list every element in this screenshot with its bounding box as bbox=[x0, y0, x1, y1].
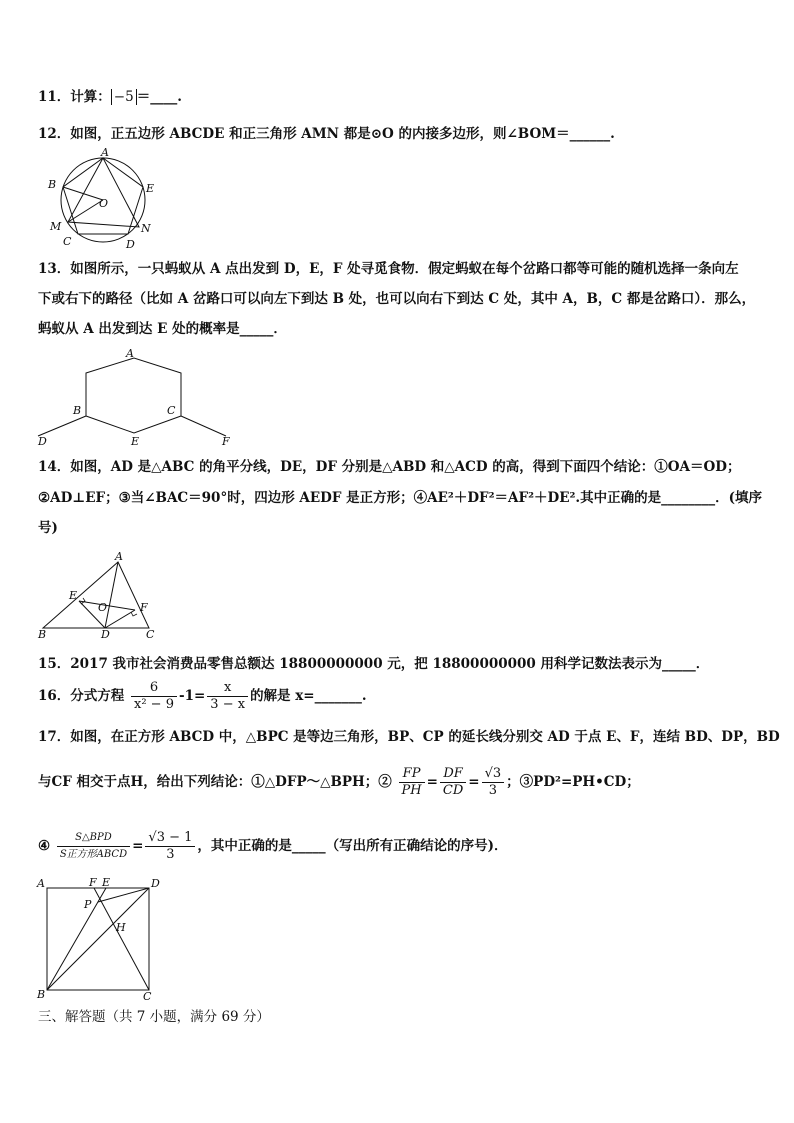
label-n: N bbox=[141, 222, 151, 235]
label-p: P bbox=[84, 898, 92, 911]
question-14-line1: 14．如图，AD 是△ABC 的角平分线，DE，DF 分别是△ABD 和△ACD 的高，得到下面四个结论：①OA＝OD； bbox=[38, 459, 741, 475]
ratio-denominator: 3 bbox=[166, 847, 175, 862]
label-o: O bbox=[98, 601, 108, 614]
q16-prefix: 16．分式方程 bbox=[38, 688, 125, 704]
label-c: C bbox=[146, 628, 155, 641]
q17-figure bbox=[34, 874, 166, 1004]
label-o: O bbox=[99, 197, 109, 210]
label-d: D bbox=[38, 435, 47, 448]
question-11 bbox=[38, 87, 182, 107]
fraction-sqrt3-minus-1-over-3 bbox=[145, 830, 195, 863]
question-17-line3: ④ $\frac{\text{S△BPD}}{\text{S正方形ABCD}}$ = $\frac{√3 - 1}{3}$ ，其中正确的是_____（写出所有正确结论的序号)． bbox=[38, 830, 508, 862]
q17-line3-suffix: ，其中正确的是_____（写出所有正确结论的序号)． bbox=[197, 838, 508, 854]
frac2-denominator: 3 − x bbox=[210, 697, 246, 712]
q14-figure bbox=[34, 550, 164, 642]
q17-line2-suffix: ；③PD²=PH•CD； bbox=[506, 774, 640, 790]
ratio-numerator: √3 − 1 bbox=[145, 830, 195, 847]
q12-figure bbox=[44, 148, 164, 252]
question-13-line3: 蚂蚁从 A 出发到达 E 处的概率是_____． bbox=[38, 321, 287, 337]
fraction-sqrt3-3 bbox=[482, 766, 505, 799]
abs-value-expression: −5 bbox=[111, 89, 137, 105]
label-a: A bbox=[115, 550, 123, 563]
label-e: E bbox=[131, 435, 140, 448]
question-14-line2: ②AD⊥EF；③当∠BAC＝90°时，四边形 AEDF 是正方形；④AE²＋DF²＝AF²＋DE².其中正确的是________．(填序 bbox=[38, 490, 763, 506]
segment-om bbox=[68, 200, 103, 222]
label-c: C bbox=[167, 404, 176, 417]
cd-denominator: CD bbox=[442, 783, 464, 798]
question-13-line1: 13．如图所示，一只蚂蚁从 A 点出发到 D，E，F 处寻觅食物．假定蚂蚁在每个岔路口都等可能的随机选择一条向左 bbox=[38, 261, 739, 277]
question-17-line2: 与CF 相交于点H，给出下列结论：①△DFP～△BPH；② $\frac{FP}{PH}$ = $\frac{DF}{CD}$ = $\frac{√3}{3}$ ；③PD²=PH•CD； bbox=[38, 766, 640, 798]
q13-figure bbox=[34, 346, 239, 450]
frac2-numerator: x bbox=[207, 680, 248, 697]
label-e: E bbox=[146, 182, 155, 195]
sqrt3-numerator: √3 bbox=[482, 766, 505, 783]
hexagon-path bbox=[86, 358, 181, 433]
q11-prefix: 11．计算： bbox=[38, 89, 111, 105]
fraction-area-ratio bbox=[57, 830, 130, 863]
label-a: A bbox=[126, 347, 134, 360]
label-f: F bbox=[222, 435, 230, 448]
label-d: D bbox=[151, 877, 160, 890]
label-b: B bbox=[38, 628, 47, 641]
label-f: F bbox=[140, 601, 148, 614]
section-three-heading: 三、解答题（共 7 小题，满分 69 分） bbox=[38, 1009, 270, 1025]
label-b: B bbox=[73, 404, 82, 417]
label-d: D bbox=[101, 628, 110, 641]
label-c: C bbox=[143, 990, 152, 1003]
label-b: B bbox=[48, 178, 57, 191]
fraction-fp-ph bbox=[399, 766, 425, 799]
q16-mid: -1= bbox=[178, 688, 206, 704]
label-d: D bbox=[126, 238, 135, 251]
fraction-x-over-3-x bbox=[207, 680, 248, 713]
frac1-numerator: 6 bbox=[131, 680, 177, 697]
label-c: C bbox=[63, 235, 72, 248]
right-angle-f bbox=[131, 612, 137, 616]
ph-denominator: PH bbox=[401, 783, 422, 798]
q17-c4: ④ bbox=[38, 838, 51, 854]
segment-cf bbox=[94, 888, 149, 990]
label-m: M bbox=[50, 220, 62, 233]
label-e: E bbox=[69, 589, 78, 602]
area-ratio-numerator: S△BPD bbox=[57, 830, 130, 847]
three-denominator: 3 bbox=[488, 783, 498, 798]
q11-suffix: ＝____. bbox=[136, 89, 182, 105]
segment-df bbox=[105, 610, 135, 628]
q17-line2-prefix: 与CF 相交于点H，给出下列结论：①△DFP～△BPH；② bbox=[38, 774, 392, 790]
question-15: 15．2017 我市社会消费品零售总额达 18800000000 元，把 18800000000 用科学记数法表示为_____． bbox=[38, 656, 710, 672]
path-c-to-f bbox=[181, 416, 226, 436]
fraction-6-over-x2-9 bbox=[131, 680, 177, 713]
question-12: 12．如图，正五边形 ABCDE 和正三角形 AMN 都是⊙O 的内接多边形，则∠BOM＝______. bbox=[38, 126, 615, 142]
path-b-to-d bbox=[38, 416, 86, 436]
frac1-denominator: x² − 9 bbox=[134, 697, 174, 712]
question-13-line2: 下或右下的路径（比如 A 岔路口可以向左下到达 B 处，也可以向右下到达 C 处，其中 A，B，C 都是岔路口）．那么， bbox=[38, 291, 756, 307]
label-a: A bbox=[101, 148, 109, 159]
q16-suffix: 的解是 x=_______. bbox=[250, 688, 367, 704]
df-numerator: DF bbox=[440, 766, 466, 783]
label-a: A bbox=[37, 877, 45, 890]
question-16 bbox=[38, 680, 367, 713]
label-f: F bbox=[89, 876, 97, 889]
diagonal-bd bbox=[47, 888, 149, 990]
question-17-line1: 17．如图，在正方形 ABCD 中，△BPC 是等边三角形，BP、CP 的延长线分别交 AD 于点 E、F，连结 BD、DP，BD bbox=[38, 729, 780, 745]
area-ratio-denominator: S正方形ABCD bbox=[59, 849, 128, 860]
segment-be bbox=[47, 888, 106, 990]
label-h: H bbox=[116, 921, 126, 934]
label-e: E bbox=[102, 876, 111, 889]
fp-numerator: FP bbox=[399, 766, 425, 783]
label-b: B bbox=[37, 988, 46, 1001]
segment-ob bbox=[63, 187, 103, 200]
question-14-line3: 号) bbox=[38, 520, 58, 536]
fraction-df-cd bbox=[440, 766, 466, 799]
